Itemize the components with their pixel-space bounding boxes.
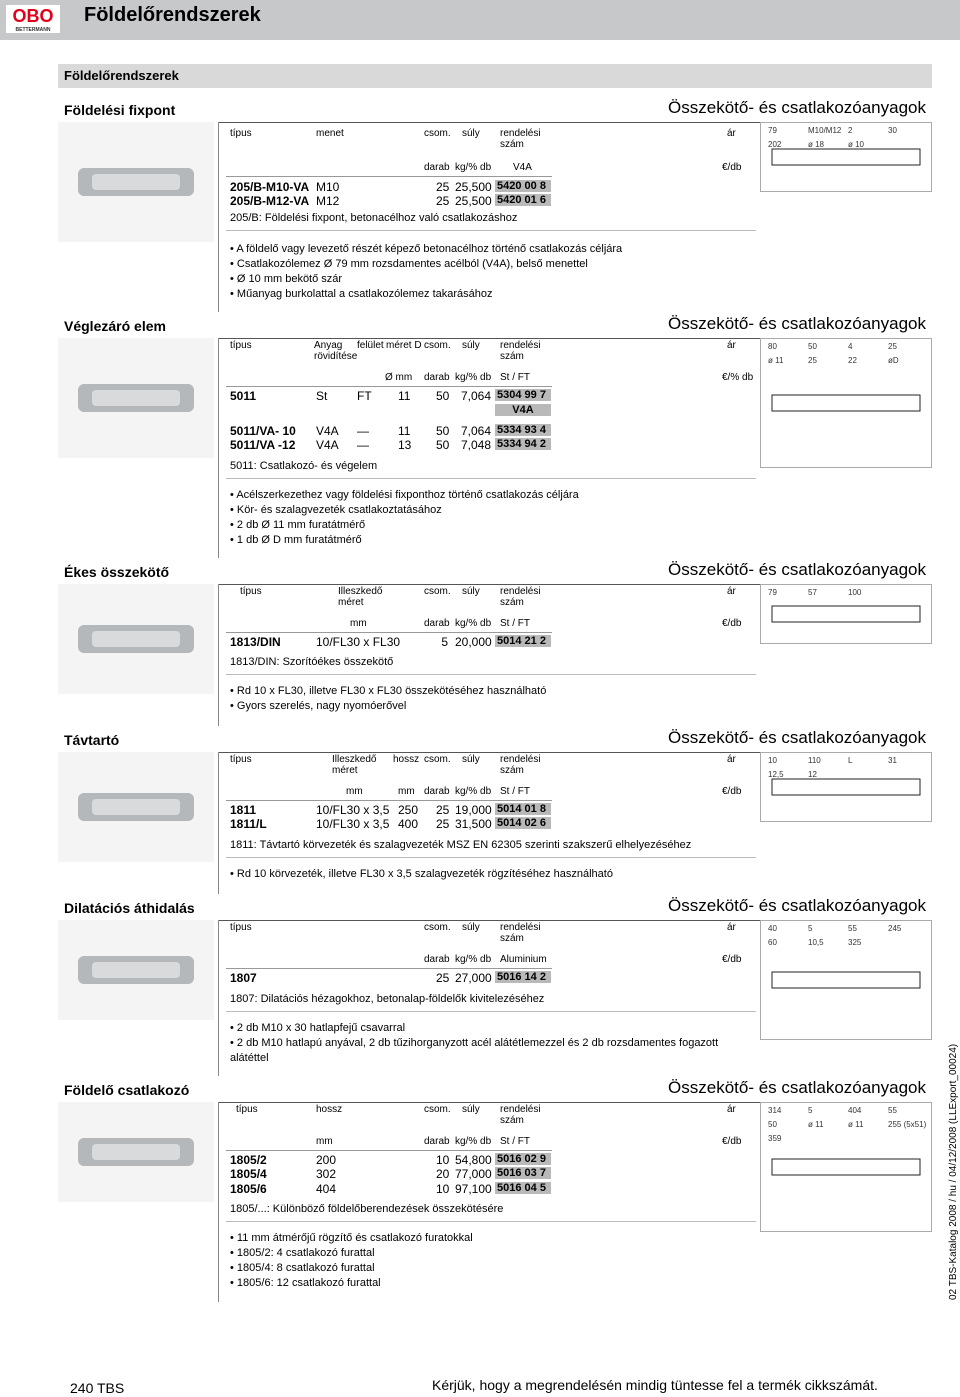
feature-item: • 1 db Ø D mm furatátmérő [230, 534, 362, 546]
row-weight: 31,500 [455, 817, 492, 831]
column-header: csom. [424, 586, 451, 597]
footer-note: Kérjük, hogy a megrendelésén mindig tüntesse fel a termék cikkszámát. [432, 1377, 878, 1393]
dimension-label: 57 [808, 588, 817, 597]
dimension-label: 25 [808, 356, 817, 365]
dimension-label: M10/M12 [808, 126, 842, 135]
row-cell: FT [357, 389, 372, 403]
column-header: menet [316, 128, 344, 139]
row-type: 5011/VA- 10 [230, 424, 296, 438]
dimension-label: 12,5 [768, 770, 784, 779]
dimension-label: 245 [888, 924, 902, 933]
column-header: csom. [424, 754, 451, 765]
order-number: 5014 01 8 [495, 803, 551, 815]
row-type: 205/B-M10-VA [230, 180, 310, 194]
order-number: 5014 21 2 [495, 635, 551, 647]
subheader: €/db [722, 618, 742, 629]
category-title: Összekötő- és csatlakozóanyagok [668, 896, 926, 915]
column-header: ár [727, 922, 736, 933]
column-header: súly [462, 340, 480, 351]
subheader: Ø mm [385, 372, 413, 383]
row-type: 1805/6 [230, 1182, 267, 1196]
row-qty: 5 [441, 635, 448, 649]
order-number: 5016 03 7 [495, 1167, 551, 1179]
row-weight: 77,000 [455, 1167, 492, 1181]
dimension-label: 22 [848, 356, 857, 365]
column-header: típus [230, 922, 252, 933]
note-rule [226, 1221, 756, 1222]
product-photo [58, 752, 214, 862]
feature-item: • Gyors szerelés, nagy nyomóerővel [230, 700, 407, 712]
column-header: ár [727, 128, 736, 139]
column-header: súly [462, 922, 480, 933]
section-divider [218, 752, 219, 894]
row-type: 1811 [230, 803, 257, 817]
subheader: mm [350, 618, 367, 629]
section-divider [218, 584, 219, 726]
row-type: 1807 [230, 971, 257, 985]
feature-item: • 11 mm átmérőjű rögzítő és csatlakozó furatokkal [230, 1232, 473, 1244]
feature-item: • Acélszerkezethez vagy földelési fixponthoz történő csatlakozás céljára [230, 489, 579, 501]
feature-item: • 1805/2: 4 csatlakozó furattal [230, 1247, 375, 1259]
page-number: 240 TBS [70, 1380, 125, 1396]
svg-text:BETTERMANN: BETTERMANN [15, 27, 51, 33]
dimension-label: 55 [848, 924, 857, 933]
subheader: darab [424, 162, 450, 173]
feature-list [230, 867, 730, 882]
row-qty: 25 [436, 803, 450, 817]
technical-drawing [760, 338, 932, 468]
product-photo [58, 338, 214, 458]
dimension-label: 40 [768, 924, 777, 933]
obo-logo [6, 5, 60, 33]
subheader: darab [424, 786, 450, 797]
row-weight: 54,800 [455, 1153, 492, 1167]
subheader: St / FT [500, 1136, 530, 1147]
row-cell: 11 [398, 389, 411, 403]
section-bar: Földelőrendszerek [58, 64, 932, 88]
feature-item: • 2 db Ø 11 mm furatátmérő [230, 519, 366, 531]
order-number: 5016 04 5 [495, 1182, 551, 1194]
dimension-label: ø 18 [808, 140, 825, 149]
product-note: 1811: Távtartó körvezeték és szalagvezeték MSZ EN 62305 szerinti szakszerű elhelyezéséhez [230, 839, 692, 851]
dimension-label: 80 [768, 342, 777, 351]
row-cell: — [357, 438, 369, 452]
dimension-label: L [848, 756, 853, 765]
subheader: darab [424, 1136, 450, 1147]
technical-drawing [760, 122, 932, 192]
feature-list [230, 684, 730, 714]
subheader: St / FT [500, 618, 530, 629]
subheader: €/db [722, 786, 742, 797]
dimension-label: 50 [768, 1120, 777, 1129]
logo-text: OBO [12, 6, 54, 26]
feature-item: • 1805/4: 8 csatlakozó furattal [230, 1262, 375, 1274]
row-weight: 20,000 [455, 635, 492, 649]
column-header: ár [727, 340, 736, 351]
row-cell: M10 [316, 180, 340, 194]
subheader: kg/% db [455, 618, 492, 629]
order-number: 5420 01 6 [495, 194, 551, 206]
row-type: 5011 [230, 389, 257, 403]
column-header: ár [727, 586, 736, 597]
row-cell: 13 [398, 438, 412, 452]
column-header: rendelési szám [500, 1104, 541, 1126]
feature-list [230, 488, 730, 548]
subheader: €/% db [722, 372, 754, 383]
row-cell: V4A [316, 424, 339, 438]
dimension-label: 404 [848, 1106, 862, 1115]
row-qty: 50 [436, 438, 450, 452]
feature-item: • 2 db M10 x 30 hatlapfejű csavarral [230, 1022, 406, 1034]
dimension-label: 31 [888, 756, 897, 765]
column-header: rendelési szám [500, 922, 541, 944]
column-header: súly [462, 1104, 480, 1115]
dimension-label: 100 [848, 588, 862, 597]
column-header: hossz [393, 754, 420, 765]
row-qty: 10 [436, 1182, 450, 1196]
column-header: csom. [424, 340, 451, 351]
column-header: rendelési szám [500, 340, 541, 362]
column-header: típus [230, 128, 252, 139]
column-header: súly [462, 586, 480, 597]
dimension-label: 79 [768, 588, 777, 597]
order-number: 5334 93 4 [495, 424, 551, 436]
feature-item: • Ø 10 mm bekötő szár [230, 273, 343, 285]
product-photo [58, 584, 214, 694]
row-qty: 25 [436, 817, 450, 831]
column-header: méret D [386, 340, 422, 351]
row-qty: 25 [436, 194, 450, 208]
column-header: csom. [424, 128, 451, 139]
subheader: €/db [722, 954, 742, 965]
row-weight: 27,000 [455, 971, 492, 985]
dimension-label: 5 [808, 1106, 813, 1115]
product-title: Dilatációs áthidalás [64, 900, 195, 916]
product-photo [58, 122, 214, 242]
order-number: 5016 02 9 [495, 1153, 551, 1165]
row-weight: 7,064 [460, 424, 491, 438]
column-header: Illeszkedő méret [338, 586, 383, 608]
subheader: kg/% db [455, 1136, 492, 1147]
order-number: 5014 02 6 [495, 817, 551, 829]
order-number: 5016 14 2 [495, 971, 551, 983]
note-rule [226, 1011, 756, 1012]
subheader: darab [424, 618, 450, 629]
row-weight: 7,064 [460, 389, 491, 403]
row-cell: 404 [316, 1182, 337, 1196]
subheader: mm [316, 1136, 333, 1147]
section-divider [218, 920, 219, 1076]
row-qty: 20 [436, 1167, 450, 1181]
row-cell: 10/FL30 x FL30 [316, 635, 401, 649]
feature-item: • Rd 10 x FL30, illetve FL30 x FL30 összekötéséhez használható [230, 685, 547, 697]
column-header: ár [727, 1104, 736, 1115]
feature-item: • 2 db M10 hatlapú anyával, 2 db tűzihorganyzott acél alátétlemezzel és 2 db rozsdamentes fogazott alátéttel [230, 1037, 719, 1064]
table-rule [226, 800, 552, 801]
dimension-label: 50 [808, 342, 817, 351]
dimension-label: 359 [768, 1134, 782, 1143]
dimension-label: 55 [888, 1106, 897, 1115]
dimension-label: ø 11 [808, 1120, 824, 1129]
technical-drawing [760, 584, 932, 644]
column-header: típus [240, 586, 262, 597]
row-type: 1813/DIN [230, 635, 281, 649]
product-title: Földelési fixpont [64, 102, 176, 118]
column-header: rendelési szám [500, 586, 541, 608]
dimension-label: 2 [848, 126, 853, 135]
section-divider [218, 338, 219, 558]
side-imprint: 02 TBS-Katalog 2008 / hu / 04/12/2008 (LLExport_00024) [948, 1043, 959, 1300]
product-note: 5011: Csatlakozó- és végelem [230, 460, 378, 472]
subheader: kg/% db [455, 372, 492, 383]
category-title: Összekötő- és csatlakozóanyagok [668, 1078, 926, 1097]
material-label: V4A [495, 404, 551, 416]
row-weight: 97,100 [455, 1182, 492, 1196]
order-number: 5304 99 7 [495, 389, 551, 401]
dimension-label: 314 [768, 1106, 782, 1115]
row-cell: 302 [316, 1167, 337, 1181]
subheader: €/db [722, 1136, 742, 1147]
product-photo [58, 1102, 214, 1202]
table-rule [226, 632, 552, 633]
row-cell: V4A [316, 438, 339, 452]
dimension-label: 255 (5x51) [888, 1120, 927, 1129]
row-type: 5011/VA -12 [230, 438, 296, 452]
subheader: kg/% db [455, 162, 492, 173]
column-header: típus [236, 1104, 258, 1115]
row-cell: St [316, 389, 328, 403]
dimension-label: 79 [768, 126, 777, 135]
feature-list [230, 1231, 730, 1291]
table-rule [226, 968, 552, 969]
dimension-label: 25 [888, 342, 897, 351]
column-header: súly [462, 128, 480, 139]
subheader: kg/% db [455, 786, 492, 797]
column-header: típus [230, 754, 252, 765]
row-qty: 50 [436, 424, 450, 438]
row-qty: 50 [436, 389, 450, 403]
subheader: St / FT [500, 372, 530, 383]
dimension-label: 4 [848, 342, 853, 351]
row-weight: 7,048 [460, 438, 491, 452]
subheader: kg/% db [455, 954, 492, 965]
category-title: Összekötő- és csatlakozóanyagok [668, 98, 926, 117]
row-weight: 25,500 [455, 194, 492, 208]
dimension-label: 5 [808, 924, 813, 933]
feature-item: • Rd 10 körvezeték, illetve FL30 x 3,5 szalagvezeték rögzítéséhez használható [230, 868, 613, 880]
feature-item: • Kör- és szalagvezeték csatlakoztatásához [230, 504, 442, 516]
row-cell: 10/FL30 x 3,5 [316, 803, 390, 817]
product-title: Távtartó [64, 732, 120, 748]
row-type: 205/B-M12-VA [230, 194, 310, 208]
category-title: Összekötő- és csatlakozóanyagok [668, 728, 926, 747]
row-cell: 200 [316, 1153, 337, 1167]
subheader: darab [424, 954, 450, 965]
row-type: 1805/4 [230, 1167, 267, 1181]
dimension-label: 10 [768, 756, 777, 765]
row-qty: 25 [436, 180, 450, 194]
dimension-label: 10,5 [808, 938, 824, 947]
section-divider [218, 1102, 219, 1302]
note-rule [226, 230, 756, 231]
row-cell: 11 [398, 424, 411, 438]
product-title: Véglezáró elem [64, 318, 166, 334]
dimension-label: 325 [848, 938, 862, 947]
column-header: rendelési szám [500, 754, 541, 776]
row-qty: 25 [436, 971, 450, 985]
table-rule [226, 1150, 552, 1151]
note-rule [226, 478, 756, 479]
row-cell: 400 [398, 817, 419, 831]
feature-item: • Műanyag burkolattal a csatlakozólemez takarásához [230, 288, 493, 300]
dimension-label: øD [888, 356, 899, 365]
column-header: csom. [424, 922, 451, 933]
dimension-label: ø 11 [848, 1120, 864, 1129]
row-cell: 250 [398, 803, 419, 817]
subheader: mm [346, 786, 363, 797]
product-note: 205/B: Földelési fixpont, betonacélhoz való csatlakozáshoz [230, 212, 518, 224]
column-header: súly [462, 754, 480, 765]
dimension-label: ø 11 [768, 356, 784, 365]
technical-drawing [760, 752, 932, 822]
subheader: St / FT [500, 786, 530, 797]
row-cell: 10/FL30 x 3,5 [316, 817, 390, 831]
technical-drawing [760, 920, 932, 1040]
column-header: Illeszkedő méret [332, 754, 377, 776]
dimension-label: 30 [888, 126, 897, 135]
feature-item: • A földelő vagy levezető részét képező betonacélhoz történő csatlakozás céljára [230, 243, 623, 255]
subheader: mm [398, 786, 415, 797]
column-header: hossz [316, 1104, 343, 1115]
product-title: Ékes összekötő [64, 564, 170, 580]
product-note: 1807: Dilatációs hézagokhoz, betonalap-földelők kivitelezéséhez [230, 993, 545, 1005]
feature-list [230, 1021, 730, 1066]
table-rule [226, 176, 552, 177]
feature-list [230, 242, 730, 302]
subheader: darab [424, 372, 450, 383]
column-header: csom. [424, 1104, 451, 1115]
order-number: 5420 00 8 [495, 180, 551, 192]
order-number: 5334 94 2 [495, 438, 551, 450]
dimension-label: 12 [808, 770, 817, 779]
note-rule [226, 674, 756, 675]
page-title: Földelőrendszerek [84, 4, 261, 26]
subheader: €/db [722, 162, 742, 173]
product-photo [58, 920, 214, 1020]
row-weight: 25,500 [455, 180, 492, 194]
row-type: 1805/2 [230, 1153, 267, 1167]
feature-item: • Csatlakozólemez Ø 79 mm rozsdamentes acélból (V4A), belső menettel [230, 258, 588, 270]
dimension-label: 60 [768, 938, 777, 947]
column-header: típus [230, 340, 252, 351]
table-rule [226, 386, 552, 387]
row-type: 1811/L [230, 817, 267, 831]
column-header: felület [357, 340, 384, 351]
column-header: ár [727, 754, 736, 765]
note-rule [226, 857, 756, 858]
dimension-label: 110 [808, 756, 821, 765]
product-note: 1805/...: Különböző földelőberendezések összekötésére [230, 1203, 504, 1215]
dimension-label: 202 [768, 140, 782, 149]
section-divider [218, 122, 219, 312]
subheader: V4A [513, 162, 532, 173]
row-weight: 19,000 [455, 803, 492, 817]
row-qty: 10 [436, 1153, 450, 1167]
category-title: Összekötő- és csatlakozóanyagok [668, 314, 926, 333]
dimension-label: ø 10 [848, 140, 865, 149]
product-title: Földelő csatlakozó [64, 1082, 190, 1098]
row-cell: — [357, 424, 369, 438]
subheader: Aluminium [500, 954, 547, 965]
row-cell: M12 [316, 194, 340, 208]
feature-item: • 1805/6: 12 csatlakozó furattal [230, 1277, 381, 1289]
product-note: 1813/DIN: Szorítóékes összekötő [230, 656, 394, 668]
column-header: Anyag rövidítése [314, 340, 358, 362]
column-header: rendelési szám [500, 128, 541, 150]
category-title: Összekötő- és csatlakozóanyagok [668, 560, 926, 579]
